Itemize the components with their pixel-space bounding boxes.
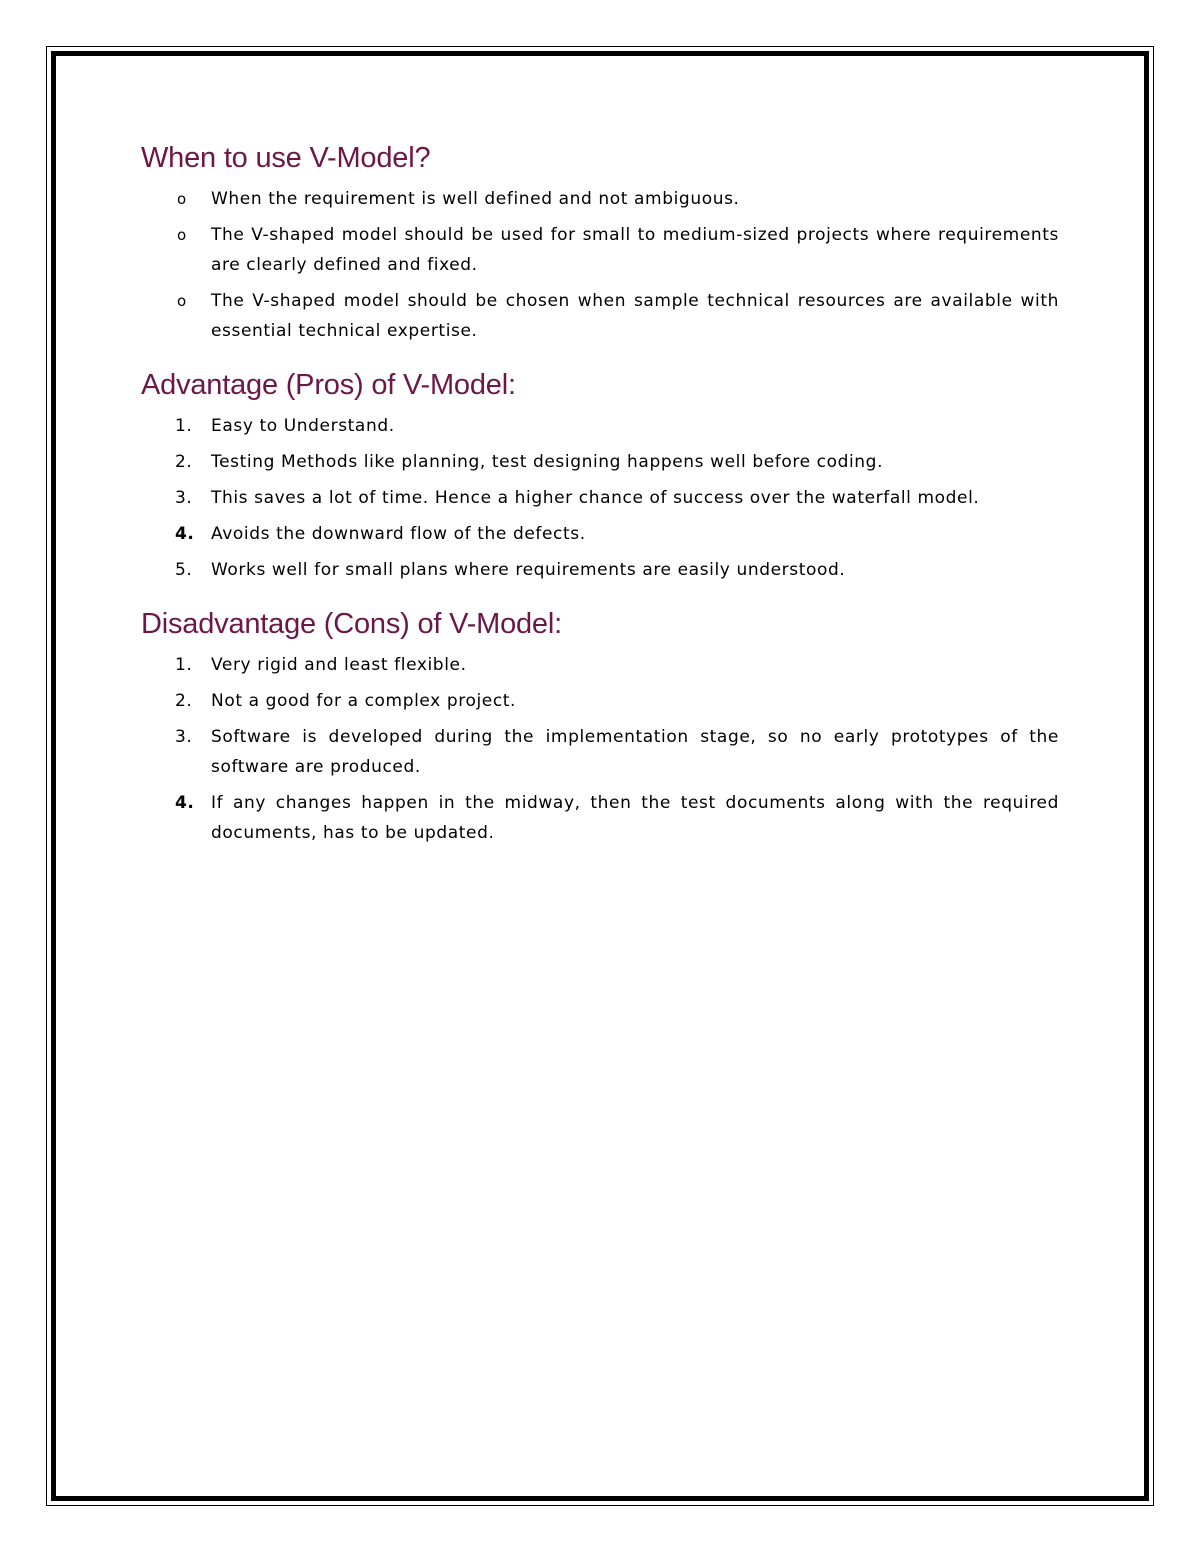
bullet-marker: o <box>177 190 187 208</box>
numbered-list <box>141 650 1059 848</box>
list-item-text: This saves a lot of time. Hence a higher chance of success over the waterfall model. <box>211 488 980 508</box>
list-item-text: Very rigid and least flexible. <box>211 655 467 675</box>
number-marker: 5. <box>175 560 193 580</box>
list-item <box>141 519 1059 549</box>
list-item <box>141 447 1059 477</box>
list-item <box>141 286 1059 346</box>
section-disadvantages <box>141 606 1059 848</box>
list-item <box>141 686 1059 716</box>
list-item <box>141 650 1059 680</box>
number-marker: 1. <box>175 655 193 675</box>
list-item-text: Not a good for a complex project. <box>211 691 517 711</box>
list-item <box>141 788 1059 848</box>
number-marker: 4. <box>175 793 195 813</box>
number-marker: 3. <box>175 488 193 508</box>
section-heading: Disadvantage (Cons) of V-Model: <box>141 608 562 640</box>
list-item-text: If any changes happen in the midway, then the test documents along with the required documents, has to be updated. <box>211 793 1059 843</box>
section-advantages <box>141 367 1059 585</box>
list-item-text: When the requirement is well defined and not ambiguous. <box>211 189 740 209</box>
list-item <box>141 184 1059 214</box>
number-marker: 1. <box>175 416 193 436</box>
list-item-text: Testing Methods like planning, test designing happens well before coding. <box>211 452 884 472</box>
list-item-text: Avoids the downward flow of the defects. <box>211 524 586 544</box>
number-marker: 3. <box>175 727 193 747</box>
numbered-list <box>141 411 1059 585</box>
list-item-text: Easy to Understand. <box>211 416 395 436</box>
section-when-to-use <box>141 140 1059 346</box>
list-item-text: Software is developed during the implementation stage, so no early prototypes of the software are produced. <box>211 727 1059 777</box>
list-item-text: Works well for small plans where requirements are easily understood. <box>211 560 846 580</box>
list-item <box>141 555 1059 585</box>
section-heading: Advantage (Pros) of V-Model: <box>141 369 516 401</box>
list-item-text: The V-shaped model should be chosen when sample technical resources are available with essential technical expertise. <box>211 291 1059 341</box>
section-heading: When to use V-Model? <box>141 142 431 174</box>
list-item <box>141 220 1059 280</box>
list-item <box>141 483 1059 513</box>
bullet-marker: o <box>177 292 187 310</box>
number-marker: 4. <box>175 524 195 544</box>
number-marker: 2. <box>175 691 193 711</box>
bullet-list <box>141 184 1059 346</box>
document-content <box>141 140 1059 869</box>
bullet-marker: o <box>177 226 187 244</box>
list-item-text: The V-shaped model should be used for small to medium-sized projects where requirements are clearly defined and fixed. <box>211 225 1059 275</box>
number-marker: 2. <box>175 452 193 472</box>
list-item <box>141 722 1059 782</box>
list-item <box>141 411 1059 441</box>
